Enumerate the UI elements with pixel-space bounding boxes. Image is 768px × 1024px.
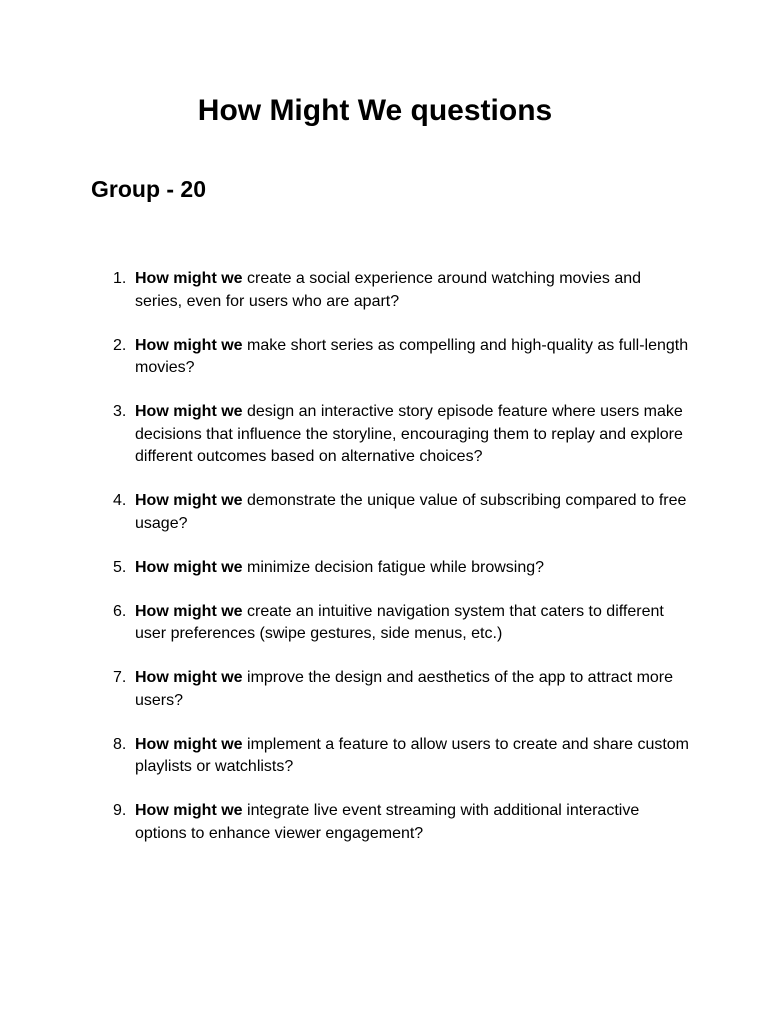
question-lead: How might we: [135, 403, 243, 420]
question-number: 3.: [113, 403, 127, 420]
question-text: demonstrate the unique value of subscribing compared to free usage?: [135, 492, 687, 532]
question-lead: How might we: [135, 802, 243, 819]
question-number: 2.: [113, 336, 127, 354]
question-list: [91, 268, 691, 867]
question-text: create an intuitive navigation system that caters to different user preferences (swipe gestures, side menus, etc.): [135, 602, 664, 642]
question-text: improve the design and aesthetics of the app to attract more users?: [135, 669, 674, 709]
question-number: 9.: [113, 802, 127, 819]
question-item-2: [91, 335, 691, 380]
question-lead: How might we: [135, 602, 243, 620]
question-item-1: [91, 268, 691, 313]
question-text: design an interactive story episode feature where users make decisions that influence the storyline, encouraging them to replay and explore different outcomes based on alternative choices?: [135, 403, 683, 465]
question-lead: How might we: [135, 735, 243, 753]
question-text: minimize decision fatigue while browsing?: [242, 558, 545, 576]
question-text: make short series as compelling and high-quality as full-length movies?: [135, 336, 689, 376]
question-item-5: [91, 557, 691, 580]
group-heading: Group - 20: [91, 176, 207, 202]
page-title: How Might We questions: [197, 94, 553, 127]
question-item-4: [91, 490, 691, 535]
question-number: 1.: [113, 270, 127, 287]
question-text: implement a feature to allow users to create and share custom playlists or watchlists?: [135, 735, 690, 775]
question-item-9: [91, 800, 691, 845]
question-item-3: [91, 401, 691, 469]
question-item-8: [91, 734, 691, 779]
question-item-6: [91, 601, 691, 646]
question-lead: How might we: [135, 270, 243, 287]
question-number: 8.: [113, 735, 127, 753]
question-number: 7.: [113, 669, 127, 686]
question-item-7: [91, 667, 691, 712]
question-lead: How might we: [135, 336, 243, 354]
question-text: integrate live event streaming with additional interactive options to enhance viewer engagement?: [135, 802, 640, 842]
question-number: 4.: [113, 492, 127, 509]
question-number: 6.: [113, 602, 127, 620]
question-text: create a social experience around watching movies and series, even for users who are apart?: [135, 270, 642, 310]
question-number: 5.: [113, 558, 127, 576]
question-lead: How might we: [135, 492, 243, 509]
question-lead: How might we: [135, 558, 243, 576]
question-lead: How might we: [135, 669, 243, 686]
